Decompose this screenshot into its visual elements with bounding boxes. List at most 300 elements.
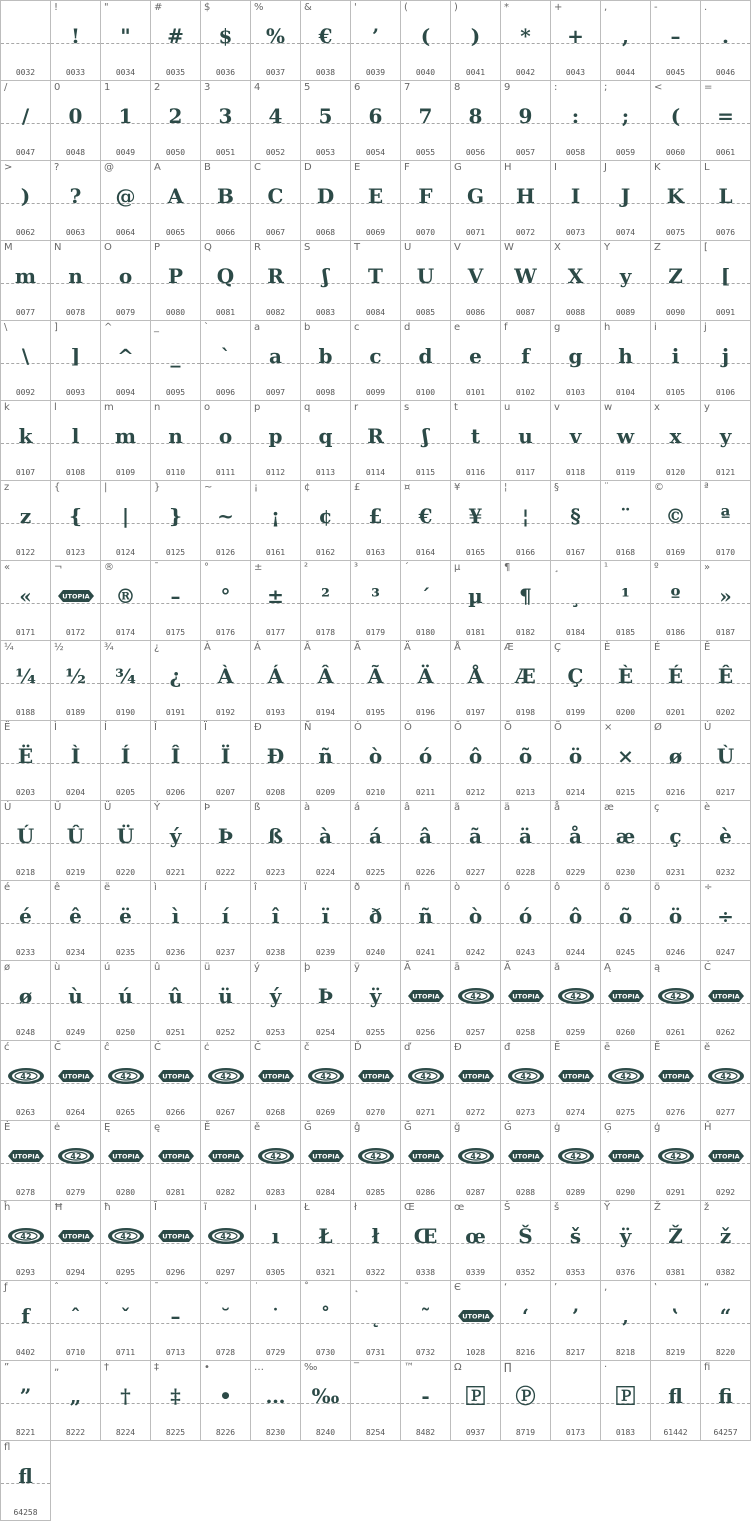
glyph-cell: [601, 1, 651, 81]
glyph-sample: D: [316, 184, 335, 208]
code-label: 0059: [615, 148, 636, 157]
glyph-cell: [651, 1121, 701, 1201]
glyph-cell: [301, 321, 351, 401]
glyph-cell: [351, 1121, 401, 1201]
glyph-sample: Ł: [318, 1224, 333, 1248]
code-label: 0190: [115, 708, 136, 717]
char-label: Ã: [354, 642, 361, 653]
code-label: 0244: [565, 948, 586, 957]
glyph-cell: [551, 881, 601, 961]
char-label: þ: [304, 962, 311, 973]
code-label: 0305: [265, 1268, 286, 1277]
glyph-cell: [251, 1201, 301, 1281]
char-label: T: [354, 242, 361, 253]
char-label: ): [454, 2, 458, 13]
utopia-logo-icon: [406, 1147, 446, 1165]
char-label: Ì: [54, 722, 57, 733]
glyph-cell: [301, 1, 351, 81]
code-label: 0251: [165, 1028, 186, 1037]
svg-text:42: 42: [520, 1072, 532, 1081]
utopia-logo-icon: [456, 1307, 496, 1325]
code-label: 0261: [665, 1028, 686, 1037]
char-label: e: [454, 322, 461, 333]
char-label: Ð: [254, 722, 262, 733]
glyph-cell: [51, 1281, 101, 1361]
glyph-cell: [401, 721, 451, 801]
code-label: 0082: [265, 308, 286, 317]
code-label: 0224: [315, 868, 336, 877]
glyph-sample: É: [667, 664, 684, 688]
glyph-cell: [551, 641, 601, 721]
char-label: ħ: [104, 1202, 111, 1213]
char-label: :: [554, 82, 558, 93]
glyph-sample: .: [722, 24, 729, 48]
code-label: 0269: [315, 1108, 336, 1117]
glyph-cell: [601, 1361, 651, 1441]
code-label: 0212: [465, 788, 486, 797]
char-label: °: [204, 562, 209, 573]
glyph-sample: À: [217, 664, 234, 688]
char-label: Ê: [704, 642, 711, 653]
code-label: 0234: [65, 948, 86, 957]
char-label: ?: [54, 162, 60, 173]
glyph-cell: [701, 1361, 751, 1441]
glyph-sample: ö: [668, 904, 683, 928]
char-label: ’: [554, 1282, 558, 1293]
glyph-sample: #: [167, 24, 184, 48]
glyph-sample: ~: [217, 504, 234, 528]
code-label: 0068: [315, 228, 336, 237]
glyph-cell: [1, 1441, 51, 1521]
glyph-sample: K: [666, 184, 685, 208]
code-label: 0287: [465, 1188, 486, 1197]
glyph-cell: [101, 1041, 151, 1121]
glyph-sample: €: [318, 24, 333, 48]
char-label: fl: [4, 1442, 11, 1453]
char-label: j: [704, 322, 707, 333]
glyph-cell: [51, 561, 101, 641]
svg-text:UTOPIA: UTOPIA: [612, 1152, 640, 1161]
char-label: B: [204, 162, 211, 173]
char-label: Ñ: [304, 722, 312, 733]
code-label: 0238: [265, 948, 286, 957]
char-label: J: [604, 162, 607, 173]
glyph-sample: ): [470, 24, 481, 48]
glyph-cell: [151, 561, 201, 641]
glyph-sample: È: [617, 664, 634, 688]
code-label: 0227: [465, 868, 486, 877]
char-label: <: [654, 82, 663, 93]
code-label: 0049: [115, 148, 136, 157]
char-label: n: [154, 402, 161, 413]
glyph-sample: ÿ: [369, 984, 382, 1008]
glyph-sample: f: [521, 344, 530, 368]
char-label: ò: [454, 882, 461, 893]
baseline-guide: [551, 1403, 600, 1404]
char-label: ž: [704, 1202, 710, 1213]
glyph-sample: ’: [372, 24, 379, 48]
char-label: á: [354, 802, 361, 813]
code-label: 0113: [315, 468, 336, 477]
glyph-sample: ß: [267, 824, 284, 848]
code-label: 0042: [515, 68, 536, 77]
char-label: X: [554, 242, 561, 253]
char-label: 0: [54, 82, 61, 93]
code-label: 0181: [465, 628, 486, 637]
glyph-cell: [651, 561, 701, 641]
svg-text:UTOPIA: UTOPIA: [662, 1072, 690, 1081]
svg-text:42: 42: [70, 1152, 82, 1161]
baseline-guide: [1, 43, 50, 44]
char-label: Œ: [404, 1202, 415, 1213]
glyph-cell: [551, 1121, 601, 1201]
glyph-cell: [451, 1041, 501, 1121]
glyph-sample: 4: [268, 104, 283, 128]
char-label: Ę: [104, 1122, 111, 1133]
char-label: đ: [504, 1042, 511, 1053]
code-label: 0182: [515, 628, 536, 637]
code-label: 0278: [15, 1188, 36, 1197]
char-label: å: [554, 802, 561, 813]
glyph-cell: [301, 161, 351, 241]
glyph-sample: û: [168, 984, 183, 1008]
glyph-cell: [101, 321, 151, 401]
char-label: x: [654, 402, 660, 413]
char-label: p: [254, 402, 261, 413]
glyph-cell: [651, 1281, 701, 1361]
code-label: 0289: [565, 1188, 586, 1197]
glyph-sample: Þ: [317, 984, 334, 1008]
glyph-sample: ñ: [418, 904, 433, 928]
glyph-sample: t: [470, 424, 481, 448]
char-label: |: [104, 482, 108, 493]
code-label: 0207: [215, 788, 236, 797]
glyph-cell: [701, 1281, 751, 1361]
glyph-sample: y: [619, 264, 632, 288]
utopia-logo-icon: [356, 1067, 396, 1085]
code-label: 0110: [165, 468, 186, 477]
code-label: 0254: [315, 1028, 336, 1037]
char-label: ": [104, 2, 109, 13]
char-label: $: [204, 2, 211, 13]
code-label: 0033: [65, 68, 86, 77]
glyph-sample: X: [567, 264, 584, 288]
code-label: 64258: [13, 1508, 38, 1517]
code-label: 0107: [15, 468, 36, 477]
char-label: ‰: [304, 1362, 318, 1373]
char-label: 1: [104, 82, 111, 93]
svg-text:UTOPIA: UTOPIA: [412, 992, 440, 1001]
char-label: ½: [54, 642, 64, 653]
glyph-sample: †: [120, 1384, 131, 1408]
code-label: 0075: [665, 228, 686, 237]
char-label: ¹: [604, 562, 609, 573]
glyph-cell: [601, 401, 651, 481]
glyph-cell: [101, 1201, 151, 1281]
glyph-cell: [401, 161, 451, 241]
code-label: 0094: [115, 388, 136, 397]
glyph-cell: [651, 81, 701, 161]
code-label: 8719: [515, 1428, 536, 1437]
svg-text:UTOPIA: UTOPIA: [512, 992, 540, 1001]
glyph-cell: [301, 961, 351, 1041]
code-label: 0044: [615, 68, 636, 77]
char-label: ú: [104, 962, 111, 973]
char-label: 9: [504, 82, 511, 93]
disc-42-logo-icon: [106, 1227, 146, 1245]
glyph-cell: [651, 801, 701, 881]
svg-text:42: 42: [20, 1232, 32, 1241]
glyph-sample: ï: [321, 904, 330, 928]
glyph-cell: [201, 561, 251, 641]
glyph-cell: [701, 481, 751, 561]
char-label: ª: [704, 482, 709, 493]
glyph-sample: 9: [518, 104, 533, 128]
glyph-cell: [151, 881, 201, 961]
glyph-cell: [251, 1, 301, 81]
utopia-logo-icon: [706, 1147, 746, 1165]
glyph-sample: (: [670, 104, 681, 128]
code-label: 0246: [665, 948, 686, 957]
svg-text:UTOPIA: UTOPIA: [62, 1232, 90, 1241]
disc-42-logo-icon: [206, 1227, 246, 1245]
char-label: o: [204, 402, 211, 413]
glyph-sample: é: [19, 904, 32, 928]
code-label: 0039: [365, 68, 386, 77]
code-label: 0064: [115, 228, 136, 237]
glyph-sample: ý: [169, 824, 182, 848]
glyph-sample: ‚: [622, 1304, 629, 1328]
char-label: ø: [4, 962, 11, 973]
glyph-cell: [251, 961, 301, 1041]
char-label: v: [554, 402, 560, 413]
glyph-sample: v: [569, 424, 582, 448]
glyph-cell: [701, 1041, 751, 1121]
code-label: 64257: [713, 1428, 738, 1437]
char-label: ¾: [104, 642, 114, 653]
svg-text:UTOPIA: UTOPIA: [262, 1072, 290, 1081]
char-label: Ý: [154, 802, 161, 813]
glyph-cell: [101, 641, 151, 721]
char-label: É: [654, 642, 661, 653]
code-label: 0115: [415, 468, 436, 477]
code-label: 0732: [415, 1348, 436, 1357]
glyph-cell: [501, 481, 551, 561]
char-label: %: [254, 2, 264, 13]
glyph-sample: G: [466, 184, 485, 208]
char-label: ×: [604, 722, 613, 733]
code-label: 0219: [65, 868, 86, 877]
code-label: 0729: [265, 1348, 286, 1357]
code-label: 8254: [365, 1428, 386, 1437]
glyph-cell: [701, 81, 751, 161]
glyph-cell: [301, 1201, 351, 1281]
glyph-cell: [701, 401, 751, 481]
glyph-cell: [551, 1, 601, 81]
glyph-cell: [551, 81, 601, 161]
glyph-cell: [551, 161, 601, 241]
svg-text:UTOPIA: UTOPIA: [562, 1072, 590, 1081]
glyph-sample: R: [267, 264, 284, 288]
glyph-sample: ˇ: [120, 1304, 131, 1328]
char-label: 2: [154, 82, 161, 93]
code-label: 0267: [215, 1108, 236, 1117]
char-label: Ó: [404, 722, 412, 733]
glyph-cell: [101, 1121, 151, 1201]
glyph-sample: ø: [668, 744, 683, 768]
glyph-cell: [351, 1201, 401, 1281]
code-label: 0200: [615, 708, 636, 717]
svg-text:UTOPIA: UTOPIA: [312, 1152, 340, 1161]
char-label: ì: [154, 882, 157, 893]
glyph-cell: [251, 241, 301, 321]
code-label: 0937: [465, 1428, 486, 1437]
char-label: Ä: [404, 642, 411, 653]
code-label: 0080: [165, 308, 186, 317]
glyph-cell: [1, 1, 51, 81]
glyph-cell: [201, 481, 251, 561]
char-label: ^: [104, 322, 113, 333]
code-label: 0086: [465, 308, 486, 317]
glyph-cell: [251, 561, 301, 641]
glyph-sample: à: [319, 824, 332, 848]
char-label: ˛: [354, 1282, 359, 1293]
code-label: 0288: [515, 1188, 536, 1197]
utopia-logo-icon: [156, 1067, 196, 1085]
code-label: 0284: [315, 1188, 336, 1197]
glyph-sample: B: [217, 184, 234, 208]
svg-text:UTOPIA: UTOPIA: [162, 1232, 190, 1241]
code-label: 0104: [615, 388, 636, 397]
char-label: 6: [354, 82, 361, 93]
code-label: 0037: [265, 68, 286, 77]
char-label: @: [104, 162, 114, 173]
char-label: •: [204, 1362, 210, 1373]
glyph-cell: [451, 81, 501, 161]
glyph-sample: 3: [218, 104, 233, 128]
glyph-cell: [501, 1, 551, 81]
glyph-sample: Ž: [668, 1224, 683, 1248]
svg-text:UTOPIA: UTOPIA: [462, 1312, 490, 1321]
glyph-cell: [401, 1361, 451, 1441]
glyph-sample: I: [570, 184, 581, 208]
code-label: 0056: [465, 148, 486, 157]
glyph-cell: [701, 1121, 751, 1201]
glyph-cell: [201, 1121, 251, 1201]
char-label: #: [154, 2, 163, 13]
disc-42-logo-icon: [206, 1067, 246, 1085]
char-label: 5: [304, 82, 311, 93]
glyph-sample: ˙: [270, 1304, 281, 1328]
code-label: 0177: [265, 628, 286, 637]
glyph-sample: -: [421, 1384, 430, 1408]
glyph-cell: [1, 721, 51, 801]
glyph-cell: [51, 1361, 101, 1441]
svg-text:UTOPIA: UTOPIA: [612, 992, 640, 1001]
char-label: Õ: [504, 722, 512, 733]
svg-text:UTOPIA: UTOPIA: [712, 992, 740, 1001]
glyph-cell: [401, 81, 451, 161]
glyph-sample: /: [21, 104, 30, 128]
char-label: “: [704, 1282, 710, 1293]
glyph-cell: [301, 241, 351, 321]
glyph-cell: [51, 321, 101, 401]
char-label: L: [704, 162, 710, 173]
glyph-sample: Ü: [116, 824, 135, 848]
svg-text:42: 42: [620, 1072, 632, 1081]
code-label: 0051: [215, 148, 236, 157]
glyph-sample: ñ: [318, 744, 333, 768]
glyph-sample: ¥: [468, 504, 483, 528]
glyph-sample: Ú: [16, 824, 35, 848]
glyph-cell: [301, 1041, 351, 1121]
glyph-cell: [201, 161, 251, 241]
code-label: 0223: [265, 868, 286, 877]
code-label: 0171: [15, 628, 36, 637]
char-label: Ô: [454, 722, 462, 733]
glyph-cell: [651, 961, 701, 1041]
glyph-sample: ^: [117, 344, 134, 368]
glyph-cell: [701, 641, 751, 721]
char-label: Y: [604, 242, 611, 253]
char-label: M: [4, 242, 13, 253]
char-label: *: [504, 2, 509, 13]
glyph-cell: [501, 721, 551, 801]
code-label: 0036: [215, 68, 236, 77]
char-label: F: [404, 162, 410, 173]
glyph-sample: a: [269, 344, 282, 368]
glyph-cell: [551, 1361, 601, 1441]
glyph-cell: [651, 1041, 701, 1121]
svg-text:UTOPIA: UTOPIA: [162, 1072, 190, 1081]
char-label: Å: [454, 642, 461, 653]
char-label: ®: [104, 562, 114, 573]
glyph-cell: [1, 1201, 51, 1281]
glyph-sample: Í: [120, 744, 131, 768]
glyph-cell: [201, 961, 251, 1041]
glyph-cell: [51, 401, 101, 481]
code-label: 0210: [365, 788, 386, 797]
code-label: 0242: [465, 948, 486, 957]
glyph-cell: [251, 881, 301, 961]
glyph-cell: [601, 801, 651, 881]
code-label: 0211: [415, 788, 436, 797]
glyph-cell: [551, 961, 601, 1041]
code-label: 0079: [115, 308, 136, 317]
char-label: Â: [304, 642, 311, 653]
char-label: õ: [604, 882, 611, 893]
code-label: 0322: [365, 1268, 386, 1277]
code-label: 0193: [265, 708, 286, 717]
utopia-logo-icon: [156, 1147, 196, 1165]
char-label: K: [654, 162, 661, 173]
char-label: G: [454, 162, 462, 173]
char-label: œ: [454, 1202, 465, 1213]
char-label: ð: [354, 882, 361, 893]
char-label: C: [254, 162, 261, 173]
char-label: ğ: [454, 1122, 461, 1133]
char-label: î: [254, 882, 257, 893]
code-label: 0233: [15, 948, 36, 957]
glyph-cell: [351, 401, 401, 481]
glyph-sample: n: [68, 264, 83, 288]
glyph-sample: y: [719, 424, 732, 448]
char-label: Ą: [604, 962, 611, 973]
code-label: 0066: [215, 228, 236, 237]
glyph-cell: [101, 1, 151, 81]
char-label: ˉ: [154, 1282, 159, 1293]
glyph-cell: [101, 721, 151, 801]
